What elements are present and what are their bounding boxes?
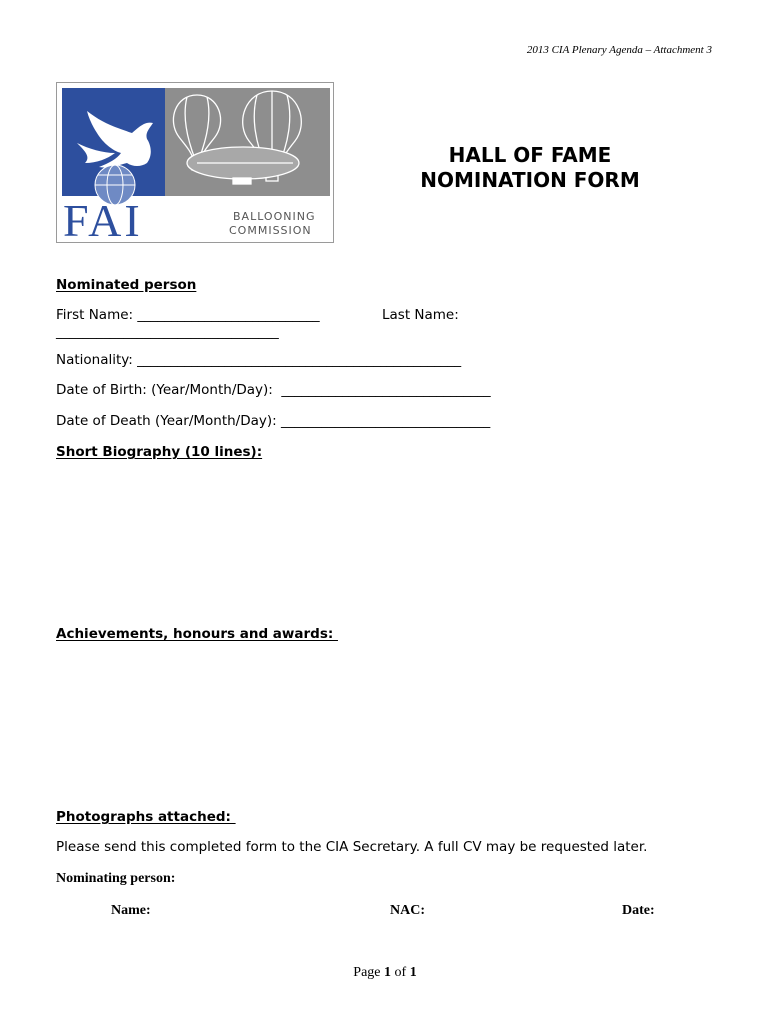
date-of-death-field[interactable]: Date of Death (Year/Month/Day): _______________________________	[56, 413, 491, 429]
logo-commission-line2: COMMISSION	[229, 224, 312, 237]
header-note: 2013 CIA Plenary Agenda – Attachment 3	[526, 44, 712, 56]
title-line1: HALL OF FAME	[448, 143, 612, 167]
fai-ballooning-logo	[56, 82, 334, 243]
footer-of-word: of	[391, 965, 410, 980]
footer-page-total: 1	[409, 965, 417, 980]
last-name-field[interactable]: _________________________________	[56, 324, 279, 340]
photographs-heading: Photographs attached:	[56, 809, 236, 825]
biography-heading: Short Biography (10 lines):	[56, 444, 263, 460]
footer-page-word: Page	[353, 965, 385, 980]
logo-graphic	[57, 83, 333, 242]
page-title	[380, 143, 680, 193]
first-name-field[interactable]: First Name: ___________________________	[56, 307, 320, 323]
nominator-date-label: Date:	[622, 903, 655, 918]
nominator-name-label: Name:	[111, 903, 151, 918]
logo-fai-text: FAI	[63, 195, 143, 242]
logo-commission-line1: BALLOONING	[233, 210, 316, 223]
achievements-heading: Achievements, honours and awards:	[56, 626, 338, 642]
date-of-birth-field[interactable]: Date of Birth: (Year/Month/Day): _______________________________	[56, 382, 491, 398]
nominator-nac-label: NAC:	[390, 903, 425, 918]
last-name-label: Last Name:	[382, 307, 459, 323]
title-line2: NOMINATION FORM	[420, 168, 640, 192]
instruction-text: Please send this completed form to the CIA Secretary. A full CV may be requested later.	[56, 839, 648, 855]
nationality-field[interactable]: Nationality: ________________________________________________	[56, 352, 462, 368]
nominated-heading: Nominated person	[56, 277, 197, 293]
nominating-heading: Nominating person:	[56, 871, 176, 886]
footer-page-current: 1	[384, 965, 392, 980]
page-footer	[0, 965, 770, 981]
